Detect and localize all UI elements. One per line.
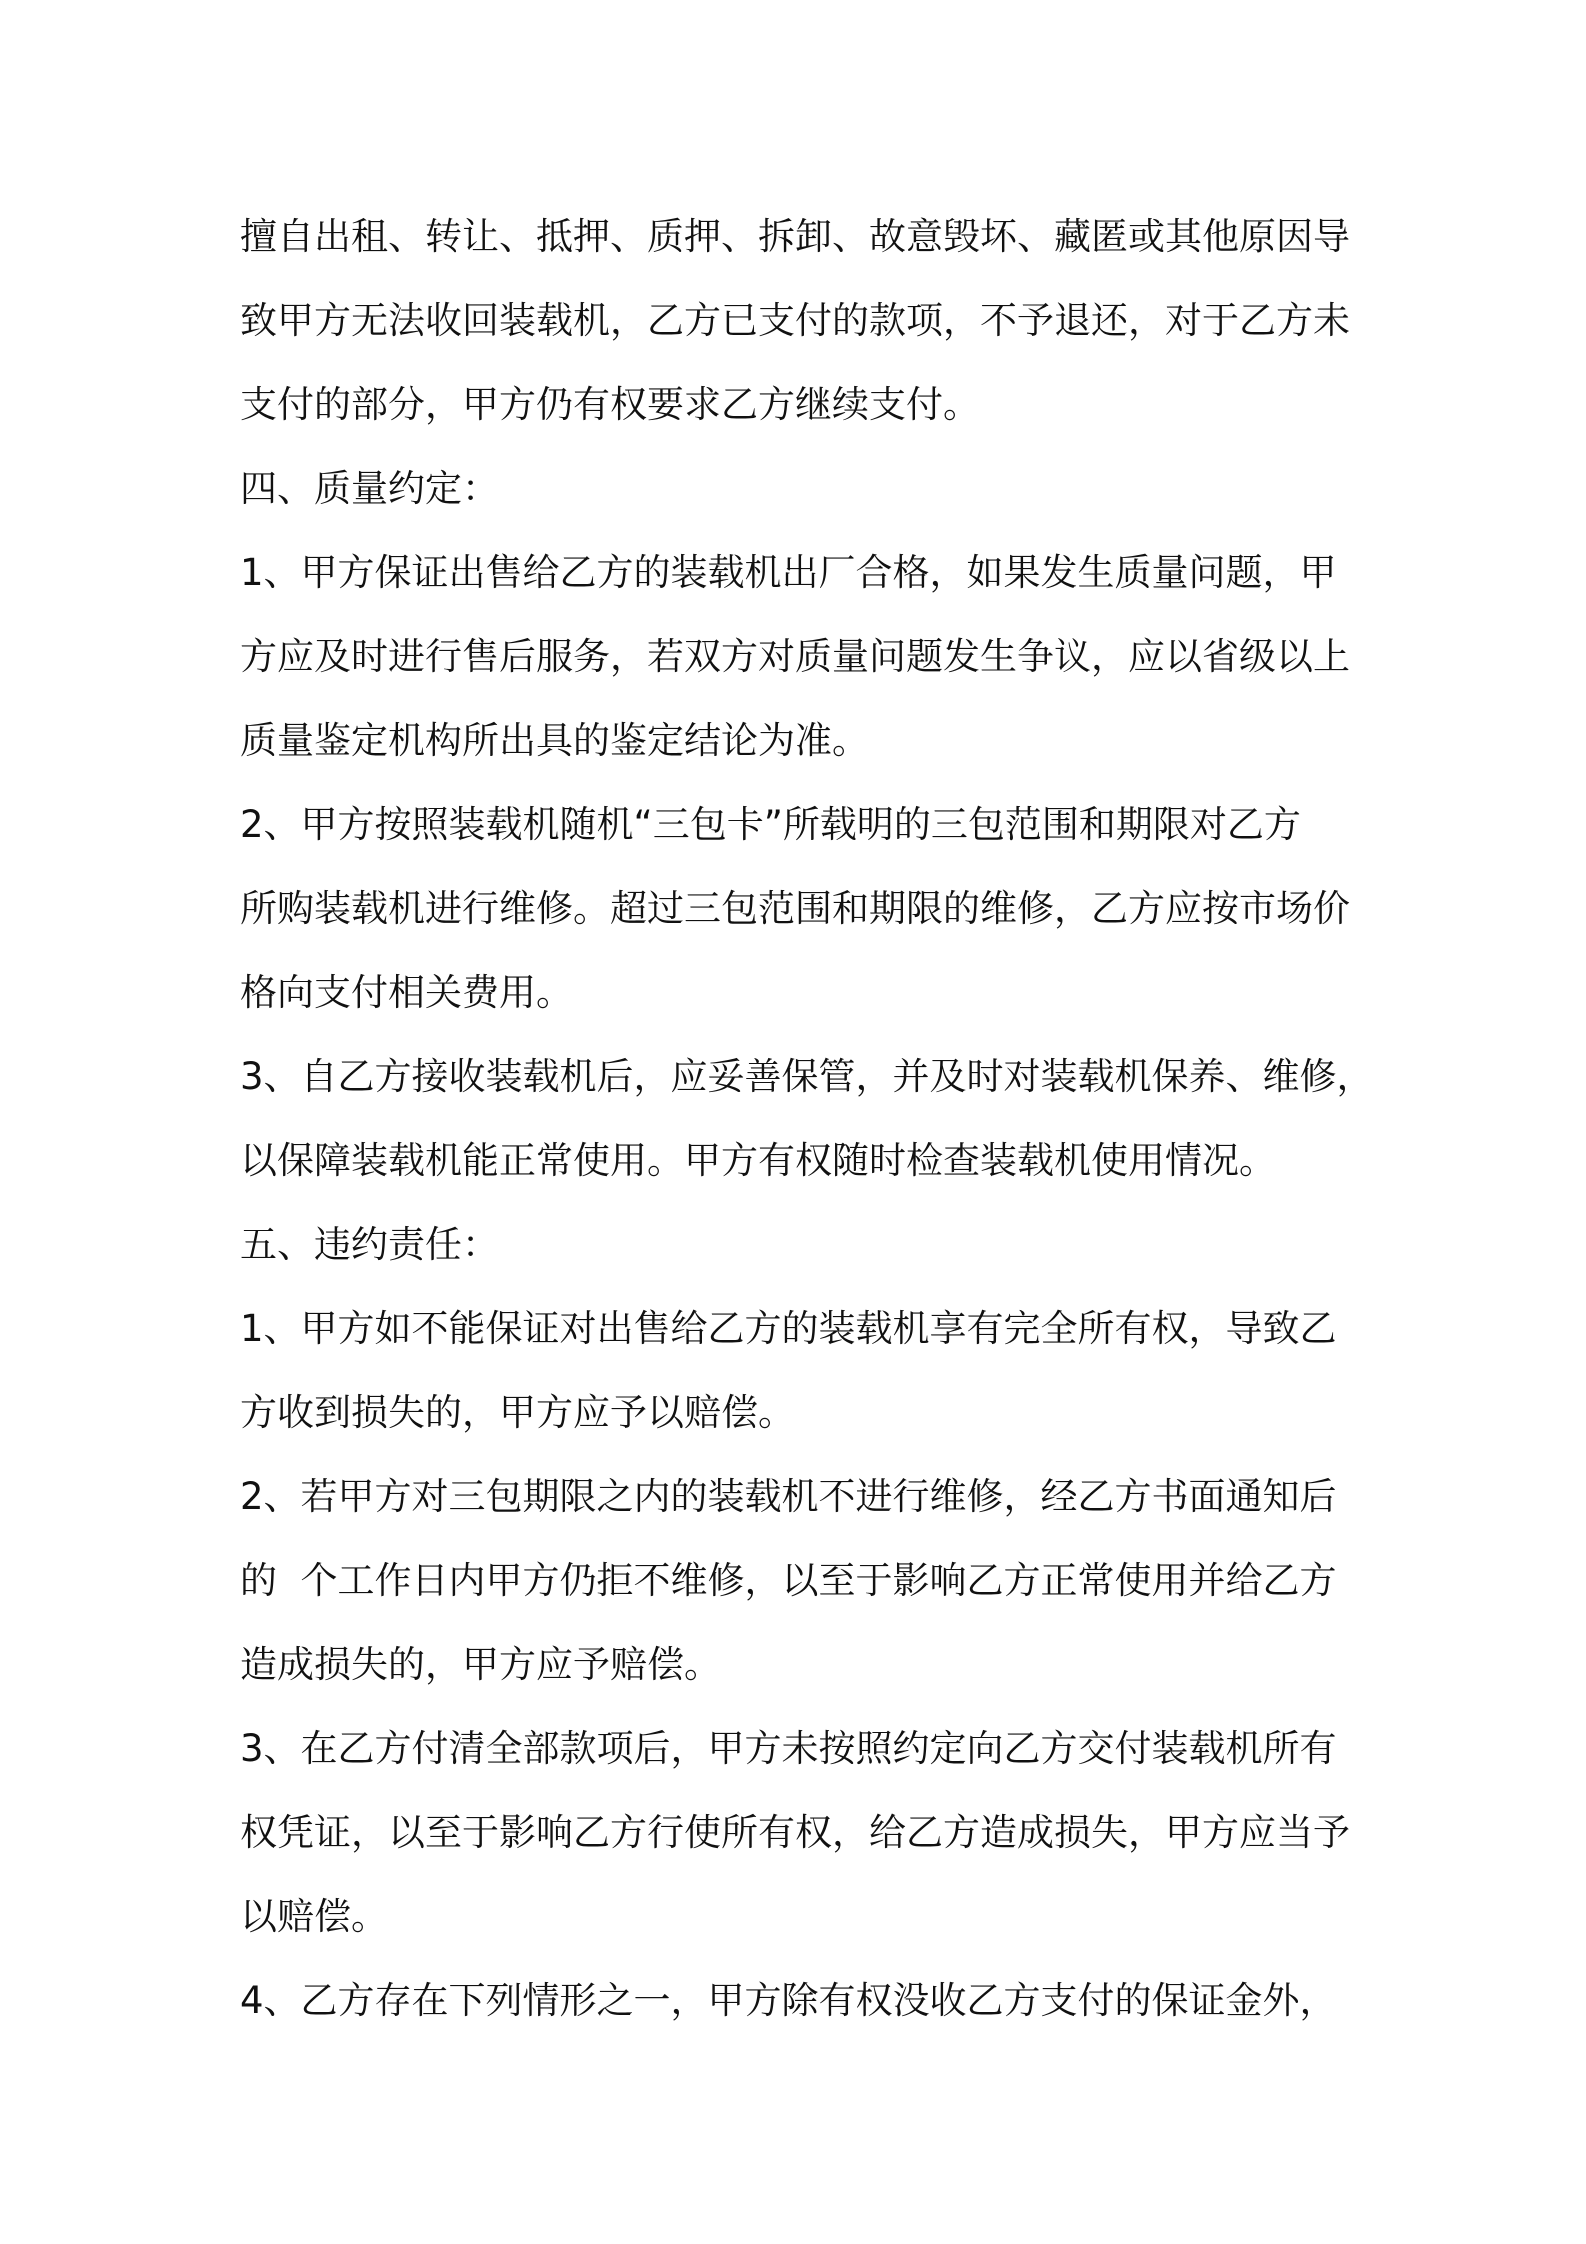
text-line: 质量鉴定机构所出具的鉴定结论为准。 xyxy=(240,719,869,762)
text-line: 擅自出租、转让、抵押、质押、拆卸、故意毁坏、藏匿或其他原因导 xyxy=(240,215,1350,258)
text-line: 2、若甲方对三包期限之内的装载机不进行维修，经乙方书面通知后 xyxy=(240,1475,1337,1518)
text-line: 方应及时进行售后服务，若双方对质量问题发生争议，应以省级以上 xyxy=(240,635,1350,678)
text-line: 2、甲方按照装载机随机“三包卡”所载明的三包范围和期限对乙方 xyxy=(240,803,1301,846)
text-line: 3、在乙方付清全部款项后，甲方未按照约定向乙方交付装载机所有 xyxy=(240,1727,1337,1770)
text-line: 4、乙方存在下列情形之一，甲方除有权没收乙方支付的保证金外， xyxy=(240,1979,1337,2022)
text-line: 支付的部分，甲方仍有权要求乙方继续支付。 xyxy=(240,383,980,426)
text-line: 1、甲方保证出售给乙方的装载机出厂合格，如果发生质量问题，甲 xyxy=(240,551,1337,594)
text-line: 以赔偿。 xyxy=(240,1895,388,1938)
contract-text xyxy=(240,195,1390,2043)
section-heading: 五、违约责任： xyxy=(240,1223,499,1266)
section-heading: 四、质量约定： xyxy=(240,467,499,510)
text-line: 方收到损失的，甲方应予以赔偿。 xyxy=(240,1391,795,1434)
text-line: 以保障装载机能正常使用。甲方有权随时检查装载机使用情况。 xyxy=(240,1139,1276,1182)
text-line: 3、自乙方接收装载机后，应妥善保管，并及时对装载机保养、维修， xyxy=(240,1055,1374,1098)
text-line: 的 个工作日内甲方仍拒不维修，以至于影响乙方正常使用并给乙方 xyxy=(240,1559,1337,1602)
text-line: 格向支付相关费用。 xyxy=(240,971,573,1014)
text-line: 造成损失的，甲方应予赔偿。 xyxy=(240,1643,721,1686)
text-line: 致甲方无法收回装载机，乙方已支付的款项，不予退还，对于乙方未 xyxy=(240,299,1350,342)
text-line: 所购装载机进行维修。超过三包范围和期限的维修，乙方应按市场价 xyxy=(240,887,1350,930)
text-line: 1、甲方如不能保证对出售给乙方的装载机享有完全所有权，导致乙 xyxy=(240,1307,1337,1350)
text-line: 权凭证，以至于影响乙方行使所有权，给乙方造成损失，甲方应当予 xyxy=(240,1811,1350,1854)
